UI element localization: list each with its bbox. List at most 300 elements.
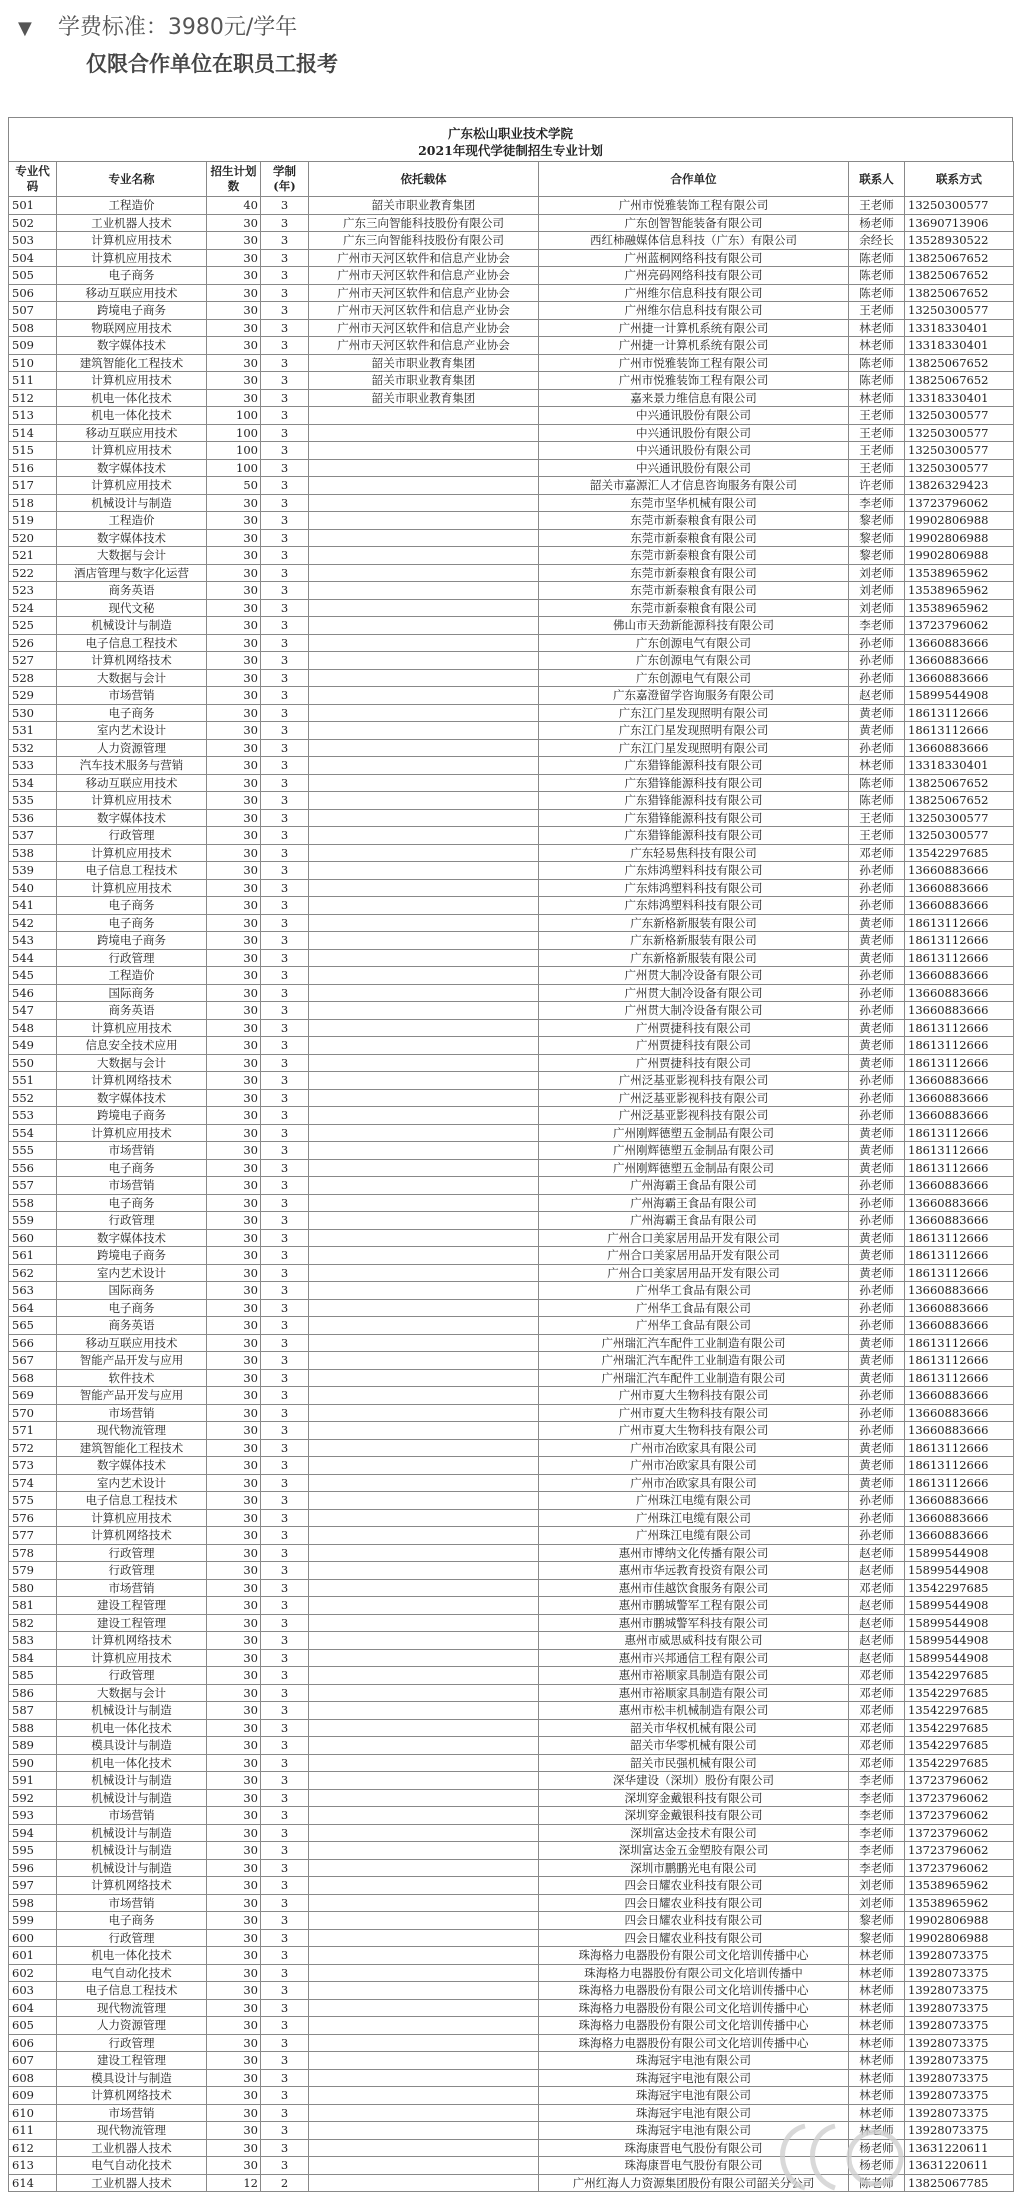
partner-company-cell: 广东嘉澄留学咨询服务有限公司 [539, 687, 849, 705]
table-row [9, 1772, 1014, 1790]
contact-phone-cell: 13723796062 [905, 617, 1014, 635]
partner-company-cell: 中兴通讯股份有限公司 [539, 459, 849, 477]
enrollment-quota-cell: 30 [207, 1772, 261, 1790]
duration-years-cell: 3 [261, 1439, 309, 1457]
major-name-cell: 汽车技术服务与营销 [57, 757, 207, 775]
duration-years-cell: 3 [261, 687, 309, 705]
major-code-cell: 533 [9, 757, 57, 775]
partner-company-cell: 中兴通讯股份有限公司 [539, 407, 849, 425]
enrollment-quota-cell: 30 [207, 1457, 261, 1475]
major-name-cell: 计算机网络技术 [57, 1877, 207, 1895]
contact-phone-cell: 13250300577 [905, 459, 1014, 477]
major-name-cell: 电子信息工程技术 [57, 1982, 207, 2000]
contact-phone-cell: 13660883666 [905, 1509, 1014, 1527]
enrollment-quota-cell: 30 [207, 232, 261, 250]
carrier-cell [309, 1842, 539, 1860]
major-name-cell: 机械设计与制造 [57, 617, 207, 635]
major-name-cell: 行政管理 [57, 1562, 207, 1580]
major-name-cell: 电子商务 [57, 1159, 207, 1177]
contact-phone-cell: 13660883666 [905, 652, 1014, 670]
major-code-cell: 601 [9, 1947, 57, 1965]
table-row [9, 1807, 1014, 1825]
major-code-cell: 596 [9, 1859, 57, 1877]
contact-person-cell: 林老师 [849, 1982, 905, 2000]
table-row [9, 232, 1014, 250]
contact-phone-cell: 13826329423 [905, 477, 1014, 495]
contact-person-cell: 林老师 [849, 2087, 905, 2105]
partner-company-cell: 广州泛基亚影视科技有限公司 [539, 1089, 849, 1107]
partner-company-cell: 广州刚辉德塑五金制品有限公司 [539, 1159, 849, 1177]
partner-company-cell: 中兴通讯股份有限公司 [539, 424, 849, 442]
partner-company-cell: 广东创源电气有限公司 [539, 669, 849, 687]
table-row [9, 1842, 1014, 1860]
enrollment-quota-cell: 30 [207, 1387, 261, 1405]
enrollment-quota-cell: 30 [207, 564, 261, 582]
contact-phone-cell: 13660883666 [905, 1282, 1014, 1300]
major-name-cell: 机电一体化技术 [57, 389, 207, 407]
major-name-cell: 现代文秘 [57, 599, 207, 617]
partner-company-cell: 西红柿融媒体信息科技（广东）有限公司 [539, 232, 849, 250]
partner-company-cell: 深华建设（深圳）股份有限公司 [539, 1772, 849, 1790]
contact-person-cell: 林老师 [849, 1947, 905, 1965]
partner-company-cell: 广东轻易焦科技有限公司 [539, 844, 849, 862]
partner-company-cell: 广州珠江电缆有限公司 [539, 1492, 849, 1510]
table-row [9, 1317, 1014, 1335]
enrollment-quota-cell: 30 [207, 1247, 261, 1265]
enrollment-quota-cell: 100 [207, 442, 261, 460]
major-code-cell: 516 [9, 459, 57, 477]
partner-company-cell: 东莞市新泰粮食有限公司 [539, 582, 849, 600]
table-row [9, 477, 1014, 495]
enrollment-quota-cell: 30 [207, 1982, 261, 2000]
partner-company-cell: 韶关市嘉源汇人才信息咨询服务有限公司 [539, 477, 849, 495]
table-row [9, 757, 1014, 775]
duration-years-cell: 3 [261, 1807, 309, 1825]
enrollment-quota-cell: 30 [207, 1702, 261, 1720]
contact-person-cell: 林老师 [849, 2034, 905, 2052]
major-code-cell: 508 [9, 319, 57, 337]
major-code-cell: 588 [9, 1719, 57, 1737]
carrier-cell [309, 1457, 539, 1475]
partner-company-cell: 广东猎锋能源科技有限公司 [539, 792, 849, 810]
duration-years-cell: 3 [261, 529, 309, 547]
table-row [9, 267, 1014, 285]
carrier-cell [309, 529, 539, 547]
major-code-cell: 501 [9, 197, 57, 215]
duration-years-cell: 3 [261, 1859, 309, 1877]
contact-phone-cell: 13542297685 [905, 1737, 1014, 1755]
enrollment-quota-cell: 30 [207, 722, 261, 740]
major-name-cell: 电子信息工程技术 [57, 634, 207, 652]
partner-company-cell: 广州合口美家居用品开发有限公司 [539, 1229, 849, 1247]
major-code-cell: 538 [9, 844, 57, 862]
major-name-cell: 跨境电子商务 [57, 1247, 207, 1265]
contact-person-cell: 林老师 [849, 1999, 905, 2017]
major-name-cell: 电子商务 [57, 704, 207, 722]
contact-person-cell: 黎老师 [849, 512, 905, 530]
duration-years-cell: 3 [261, 1159, 309, 1177]
duration-years-cell: 3 [261, 267, 309, 285]
table-row [9, 652, 1014, 670]
contact-phone-cell: 13825067652 [905, 774, 1014, 792]
contact-person-cell: 邓老师 [849, 1754, 905, 1772]
table-row [9, 1964, 1014, 1982]
contact-person-cell: 杨老师 [849, 2157, 905, 2175]
enrollment-quota-cell: 30 [207, 1824, 261, 1842]
contact-person-cell: 孙老师 [849, 967, 905, 985]
enrollment-quota-cell: 30 [207, 897, 261, 915]
duration-years-cell: 3 [261, 914, 309, 932]
contact-phone-cell: 13660883666 [905, 1089, 1014, 1107]
carrier-cell [309, 1054, 539, 1072]
carrier-cell [309, 1352, 539, 1370]
plan-title: 2021年现代学徒制招生专业计划 [418, 143, 603, 158]
major-code-cell: 548 [9, 1019, 57, 1037]
enrollment-quota-cell: 30 [207, 1107, 261, 1125]
contact-person-cell: 邓老师 [849, 1702, 905, 1720]
major-name-cell: 计算机应用技术 [57, 1019, 207, 1037]
enrollment-quota-cell: 30 [207, 1894, 261, 1912]
partner-company-cell: 广东江门星发现照明有限公司 [539, 722, 849, 740]
major-code-cell: 509 [9, 337, 57, 355]
duration-years-cell: 3 [261, 1492, 309, 1510]
contact-person-cell: 孙老师 [849, 1317, 905, 1335]
enrollment-quota-cell: 30 [207, 1544, 261, 1562]
table-row [9, 512, 1014, 530]
major-code-cell: 569 [9, 1387, 57, 1405]
major-code-cell: 604 [9, 1999, 57, 2017]
table-row [9, 687, 1014, 705]
duration-years-cell: 3 [261, 1019, 309, 1037]
carrier-cell [309, 2104, 539, 2122]
carrier-cell [309, 1859, 539, 1877]
enrollment-quota-cell: 30 [207, 284, 261, 302]
contact-phone-cell: 13660883666 [905, 984, 1014, 1002]
page-header [0, 0, 1024, 108]
contact-person-cell: 孙老师 [849, 879, 905, 897]
enrollment-quota-cell: 30 [207, 319, 261, 337]
contact-phone-cell: 19902806988 [905, 529, 1014, 547]
major-name-cell: 商务英语 [57, 1317, 207, 1335]
enrollment-quota-cell: 30 [207, 529, 261, 547]
enrollment-quota-cell: 30 [207, 1684, 261, 1702]
carrier-cell [309, 1999, 539, 2017]
major-code-cell: 603 [9, 1982, 57, 2000]
enrollment-quota-cell: 30 [207, 302, 261, 320]
carrier-cell [309, 1229, 539, 1247]
contact-phone-cell: 13660883666 [905, 1072, 1014, 1090]
table-row [9, 599, 1014, 617]
table-row [9, 932, 1014, 950]
partner-company-cell: 东莞市新泰粮食有限公司 [539, 529, 849, 547]
enrollment-quota-cell: 100 [207, 424, 261, 442]
major-code-cell: 552 [9, 1089, 57, 1107]
table-row [9, 1247, 1014, 1265]
partner-company-cell: 四会日耀农业科技有限公司 [539, 1894, 849, 1912]
contact-phone-cell: 13542297685 [905, 1579, 1014, 1597]
duration-years-cell: 3 [261, 652, 309, 670]
carrier-cell: 广州市天河区软件和信息产业协会 [309, 337, 539, 355]
enrollment-quota-cell: 30 [207, 1614, 261, 1632]
table-row [9, 284, 1014, 302]
major-code-cell: 517 [9, 477, 57, 495]
major-name-cell: 市场营销 [57, 2104, 207, 2122]
major-code-cell: 574 [9, 1474, 57, 1492]
partner-company-cell: 广州泛基亚影视科技有限公司 [539, 1072, 849, 1090]
enrollment-quota-cell: 30 [207, 757, 261, 775]
carrier-cell [309, 1422, 539, 1440]
contact-phone-cell: 13690713906 [905, 214, 1014, 232]
partner-company-cell: 广州蓝桐网络科技有限公司 [539, 249, 849, 267]
contact-person-cell: 许老师 [849, 477, 905, 495]
partner-company-cell: 广东猎锋能源科技有限公司 [539, 774, 849, 792]
duration-years-cell: 3 [261, 284, 309, 302]
major-name-cell: 室内艺术设计 [57, 1264, 207, 1282]
contact-person-cell: 林老师 [849, 389, 905, 407]
partner-company-cell: 惠州市佳越饮食服务有限公司 [539, 1579, 849, 1597]
duration-years-cell: 3 [261, 774, 309, 792]
carrier-cell [309, 1282, 539, 1300]
table-row [9, 1054, 1014, 1072]
enrollment-quota-cell: 30 [207, 214, 261, 232]
major-name-cell: 移动互联应用技术 [57, 1334, 207, 1352]
enrollment-quota-cell: 30 [207, 1264, 261, 1282]
major-name-cell: 移动互联应用技术 [57, 774, 207, 792]
contact-person-cell: 李老师 [849, 1807, 905, 1825]
duration-years-cell: 3 [261, 2017, 309, 2035]
carrier-cell [309, 1772, 539, 1790]
carrier-cell [309, 1894, 539, 1912]
partner-company-cell: 珠海格力电器股份有限公司文化培训传播中 [539, 1964, 849, 1982]
duration-years-cell: 3 [261, 1177, 309, 1195]
major-code-cell: 577 [9, 1527, 57, 1545]
enrollment-quota-cell: 40 [207, 197, 261, 215]
carrier-cell [309, 984, 539, 1002]
major-code-cell: 537 [9, 827, 57, 845]
table-row [9, 1264, 1014, 1282]
table-row [9, 1089, 1014, 1107]
contact-person-cell: 王老师 [849, 302, 905, 320]
contact-phone-cell: 13660883666 [905, 1194, 1014, 1212]
major-code-cell: 605 [9, 2017, 57, 2035]
major-name-cell: 计算机应用技术 [57, 249, 207, 267]
contact-phone-cell: 13542297685 [905, 1702, 1014, 1720]
carrier-cell [309, 2052, 539, 2070]
partner-company-cell: 东莞市坚华机械有限公司 [539, 494, 849, 512]
carrier-cell [309, 1159, 539, 1177]
major-name-cell: 跨境电子商务 [57, 932, 207, 950]
major-code-cell: 545 [9, 967, 57, 985]
major-code-cell: 555 [9, 1142, 57, 1160]
major-name-cell: 计算机网络技术 [57, 1527, 207, 1545]
major-code-cell: 513 [9, 407, 57, 425]
contact-phone-cell: 13928073375 [905, 2017, 1014, 2035]
enrollment-quota-cell: 30 [207, 1754, 261, 1772]
table-row [9, 1509, 1014, 1527]
major-name-cell: 行政管理 [57, 1212, 207, 1230]
enrollment-quota-cell: 30 [207, 932, 261, 950]
duration-years-cell: 3 [261, 1107, 309, 1125]
contact-person-cell: 黄老师 [849, 722, 905, 740]
contact-person-cell: 黎老师 [849, 1929, 905, 1947]
partner-company-cell: 珠海冠宇电池有限公司 [539, 2052, 849, 2070]
carrier-cell [309, 862, 539, 880]
enrollment-quota-cell: 30 [207, 1789, 261, 1807]
table-row [9, 844, 1014, 862]
enrollment-quota-cell: 12 [207, 2174, 261, 2192]
duration-years-cell: 3 [261, 512, 309, 530]
carrier-cell [309, 512, 539, 530]
duration-years-cell: 3 [261, 1404, 309, 1422]
contact-person-cell: 黄老师 [849, 1369, 905, 1387]
major-code-cell: 591 [9, 1772, 57, 1790]
table-row [9, 197, 1014, 215]
enrollment-quota-cell: 30 [207, 1439, 261, 1457]
major-code-cell: 556 [9, 1159, 57, 1177]
contact-person-cell: 刘老师 [849, 599, 905, 617]
duration-years-cell: 3 [261, 932, 309, 950]
major-name-cell: 建设工程管理 [57, 2052, 207, 2070]
enrollment-quota-cell: 30 [207, 1632, 261, 1650]
contact-phone-cell: 13660883666 [905, 1299, 1014, 1317]
major-code-cell: 585 [9, 1667, 57, 1685]
partner-company-cell: 广州亮码网络科技有限公司 [539, 267, 849, 285]
col-header-partner: 合作单位 [539, 162, 849, 197]
contact-phone-cell: 19902806988 [905, 512, 1014, 530]
duration-years-cell: 3 [261, 1299, 309, 1317]
major-name-cell: 市场营销 [57, 687, 207, 705]
contact-person-cell: 陈老师 [849, 284, 905, 302]
table-row [9, 1562, 1014, 1580]
major-code-cell: 521 [9, 547, 57, 565]
partner-company-cell: 珠海冠宇电池有限公司 [539, 2122, 849, 2140]
partner-company-cell: 广东猎锋能源科技有限公司 [539, 827, 849, 845]
major-code-cell: 512 [9, 389, 57, 407]
duration-years-cell: 3 [261, 1912, 309, 1930]
major-name-cell: 大数据与会计 [57, 669, 207, 687]
carrier-cell [309, 1369, 539, 1387]
contact-phone-cell: 18613112666 [905, 1037, 1014, 1055]
major-code-cell: 511 [9, 372, 57, 390]
table-row [9, 1719, 1014, 1737]
contact-phone-cell: 13928073375 [905, 2122, 1014, 2140]
duration-years-cell: 3 [261, 862, 309, 880]
major-code-cell: 531 [9, 722, 57, 740]
major-code-cell: 581 [9, 1597, 57, 1615]
enrollment-quota-cell: 30 [207, 547, 261, 565]
major-name-cell: 行政管理 [57, 827, 207, 845]
major-code-cell: 544 [9, 949, 57, 967]
carrier-cell: 广州市天河区软件和信息产业协会 [309, 267, 539, 285]
partner-company-cell: 广东创源电气有限公司 [539, 652, 849, 670]
table-row [9, 1544, 1014, 1562]
contact-phone-cell: 13723796062 [905, 1824, 1014, 1842]
carrier-cell [309, 1632, 539, 1650]
major-name-cell: 机械设计与制造 [57, 1789, 207, 1807]
partner-company-cell: 广州合口美家居用品开发有限公司 [539, 1264, 849, 1282]
enrollment-quota-cell: 30 [207, 1229, 261, 1247]
enrollment-quota-cell: 30 [207, 1737, 261, 1755]
major-name-cell: 现代物流管理 [57, 1999, 207, 2017]
contact-person-cell: 王老师 [849, 827, 905, 845]
major-name-cell: 电子信息工程技术 [57, 1492, 207, 1510]
duration-years-cell: 3 [261, 249, 309, 267]
carrier-cell [309, 564, 539, 582]
contact-person-cell: 林老师 [849, 757, 905, 775]
enrollment-quota-cell: 30 [207, 774, 261, 792]
major-code-cell: 586 [9, 1684, 57, 1702]
contact-person-cell: 黄老师 [849, 1019, 905, 1037]
duration-years-cell: 3 [261, 634, 309, 652]
contact-phone-cell: 13928073375 [905, 2069, 1014, 2087]
major-name-cell: 商务英语 [57, 1002, 207, 1020]
major-name-cell: 室内艺术设计 [57, 722, 207, 740]
enrollment-quota-cell: 30 [207, 967, 261, 985]
contact-phone-cell: 13825067652 [905, 267, 1014, 285]
partner-company-cell: 珠海格力电器股份有限公司文化培训传播中心 [539, 1982, 849, 2000]
carrier-cell [309, 1037, 539, 1055]
duration-years-cell: 3 [261, 722, 309, 740]
major-code-cell: 566 [9, 1334, 57, 1352]
carrier-cell [309, 809, 539, 827]
contact-phone-cell: 13660883666 [905, 1422, 1014, 1440]
major-code-cell: 541 [9, 897, 57, 915]
partner-company-cell: 广东江门星发现照明有限公司 [539, 739, 849, 757]
table-row [9, 1579, 1014, 1597]
major-code-cell: 612 [9, 2139, 57, 2157]
carrier-cell [309, 1597, 539, 1615]
partner-company-cell: 惠州市松丰机械制造有限公司 [539, 1702, 849, 1720]
major-code-cell: 507 [9, 302, 57, 320]
major-name-cell: 市场营销 [57, 1177, 207, 1195]
enrollment-quota-cell: 30 [207, 1299, 261, 1317]
major-code-cell: 515 [9, 442, 57, 460]
table-row [9, 1107, 1014, 1125]
major-name-cell: 工业机器人技术 [57, 2174, 207, 2192]
contact-phone-cell: 15899544908 [905, 1562, 1014, 1580]
enrollment-quota-cell: 30 [207, 249, 261, 267]
contact-person-cell: 李老师 [849, 617, 905, 635]
contact-person-cell: 林老师 [849, 1964, 905, 1982]
partner-company-cell: 广州贯大制冷设备有限公司 [539, 1002, 849, 1020]
table-row [9, 2069, 1014, 2087]
partner-company-cell: 广州华工食品有限公司 [539, 1282, 849, 1300]
partner-company-cell: 广州瑞汇汽车配件工业制造有限公司 [539, 1352, 849, 1370]
contact-phone-cell: 13631220611 [905, 2157, 1014, 2175]
contact-phone-cell: 15899544908 [905, 1632, 1014, 1650]
major-name-cell: 酒店管理与数字化运营 [57, 564, 207, 582]
duration-years-cell: 3 [261, 2122, 309, 2140]
carrier-cell [309, 477, 539, 495]
table-row [9, 914, 1014, 932]
duration-years-cell: 3 [261, 1247, 309, 1265]
major-name-cell: 数字媒体技术 [57, 1089, 207, 1107]
enrollment-quota-cell: 30 [207, 2122, 261, 2140]
major-code-cell: 530 [9, 704, 57, 722]
partner-company-cell: 珠海格力电器股份有限公司文化培训传播中心 [539, 1999, 849, 2017]
partner-company-cell: 东莞市新泰粮食有限公司 [539, 599, 849, 617]
contact-phone-cell: 13542297685 [905, 1667, 1014, 1685]
contact-phone-cell: 13542297685 [905, 844, 1014, 862]
contact-phone-cell: 13928073375 [905, 1982, 1014, 2000]
carrier-cell: 韶关市职业教育集团 [309, 389, 539, 407]
major-code-cell: 607 [9, 2052, 57, 2070]
partner-company-cell: 广州红海人力资源集团股份有限公司韶关分公司 [539, 2174, 849, 2192]
contact-person-cell: 王老师 [849, 809, 905, 827]
partner-company-cell: 广东猎锋能源科技有限公司 [539, 757, 849, 775]
partner-company-cell: 广州刚辉德塑五金制品有限公司 [539, 1142, 849, 1160]
duration-years-cell: 3 [261, 1369, 309, 1387]
